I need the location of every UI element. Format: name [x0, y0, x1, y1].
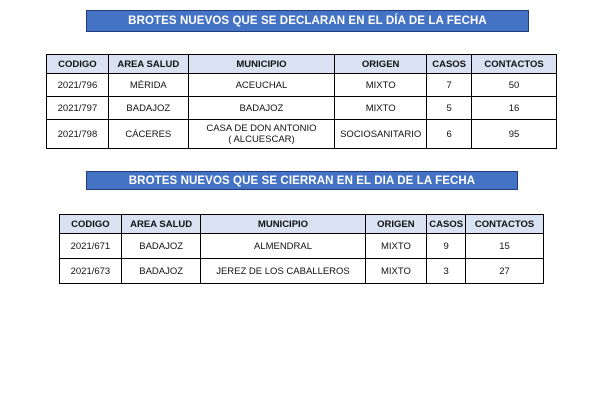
cell-origen: MIXTO	[335, 97, 427, 120]
table-row	[60, 259, 544, 284]
table-header-row	[47, 55, 557, 74]
table-row	[47, 97, 557, 120]
header-contactos: CONTACTOS	[466, 215, 544, 234]
header-area-salud: AREA SALUD	[121, 215, 201, 234]
cell-municipio: JEREZ DE LOS CABALLEROS	[201, 259, 365, 284]
cell-casos: 7	[427, 74, 472, 97]
cell-origen: MIXTO	[365, 234, 427, 259]
header-area-salud: AREA SALUD	[108, 55, 188, 74]
cell-area: CÁCERES	[108, 120, 188, 149]
table-row	[60, 234, 544, 259]
cell-contactos: 27	[466, 259, 544, 284]
cell-origen: MIXTO	[335, 74, 427, 97]
cell-codigo: 2021/671	[60, 234, 122, 259]
cell-municipio-line1: CASA DE DON ANTONIO	[206, 123, 317, 134]
cell-municipio: BADAJOZ	[188, 97, 334, 120]
cell-codigo: 2021/796	[47, 74, 109, 97]
cell-codigo: 2021/673	[60, 259, 122, 284]
cell-area: MÉRIDA	[108, 74, 188, 97]
cell-municipio	[188, 120, 334, 149]
header-contactos: CONTACTOS	[472, 55, 557, 74]
cell-area: BADAJOZ	[121, 234, 201, 259]
cell-contactos: 15	[466, 234, 544, 259]
cell-contactos: 50	[472, 74, 557, 97]
header-casos: CASOS	[427, 55, 472, 74]
cell-area: BADAJOZ	[121, 259, 201, 284]
cell-casos: 5	[427, 97, 472, 120]
table-row	[47, 120, 557, 149]
header-codigo: CODIGO	[60, 215, 122, 234]
closed-outbreaks-table	[59, 214, 544, 284]
cell-origen: MIXTO	[365, 259, 427, 284]
cell-origen: SOCIOSANITARIO	[335, 120, 427, 149]
header-origen: ORIGEN	[365, 215, 427, 234]
table-row	[47, 74, 557, 97]
header-origen: ORIGEN	[335, 55, 427, 74]
cell-contactos: 16	[472, 97, 557, 120]
open-outbreaks-table	[46, 54, 557, 149]
cell-casos: 3	[427, 259, 466, 284]
cell-municipio: ACEUCHAL	[188, 74, 334, 97]
cell-municipio: ALMENDRAL	[201, 234, 365, 259]
open-outbreaks-title: BROTES NUEVOS QUE SE DECLARAN EN EL DÍA DE LA FECHA	[86, 10, 529, 32]
cell-codigo: 2021/798	[47, 120, 109, 149]
header-codigo: CODIGO	[47, 55, 109, 74]
closed-outbreaks-title: BROTES NUEVOS QUE SE CIERRAN EN EL DIA DE LA FECHA	[86, 171, 518, 190]
header-municipio: MUNICIPIO	[201, 215, 365, 234]
cell-casos: 6	[427, 120, 472, 149]
cell-contactos: 95	[472, 120, 557, 149]
cell-codigo: 2021/797	[47, 97, 109, 120]
header-municipio: MUNICIPIO	[188, 55, 334, 74]
header-casos: CASOS	[427, 215, 466, 234]
cell-municipio-line2: ( ALCUESCAR)	[228, 134, 295, 145]
cell-area: BADAJOZ	[108, 97, 188, 120]
table-header-row	[60, 215, 544, 234]
cell-casos: 9	[427, 234, 466, 259]
